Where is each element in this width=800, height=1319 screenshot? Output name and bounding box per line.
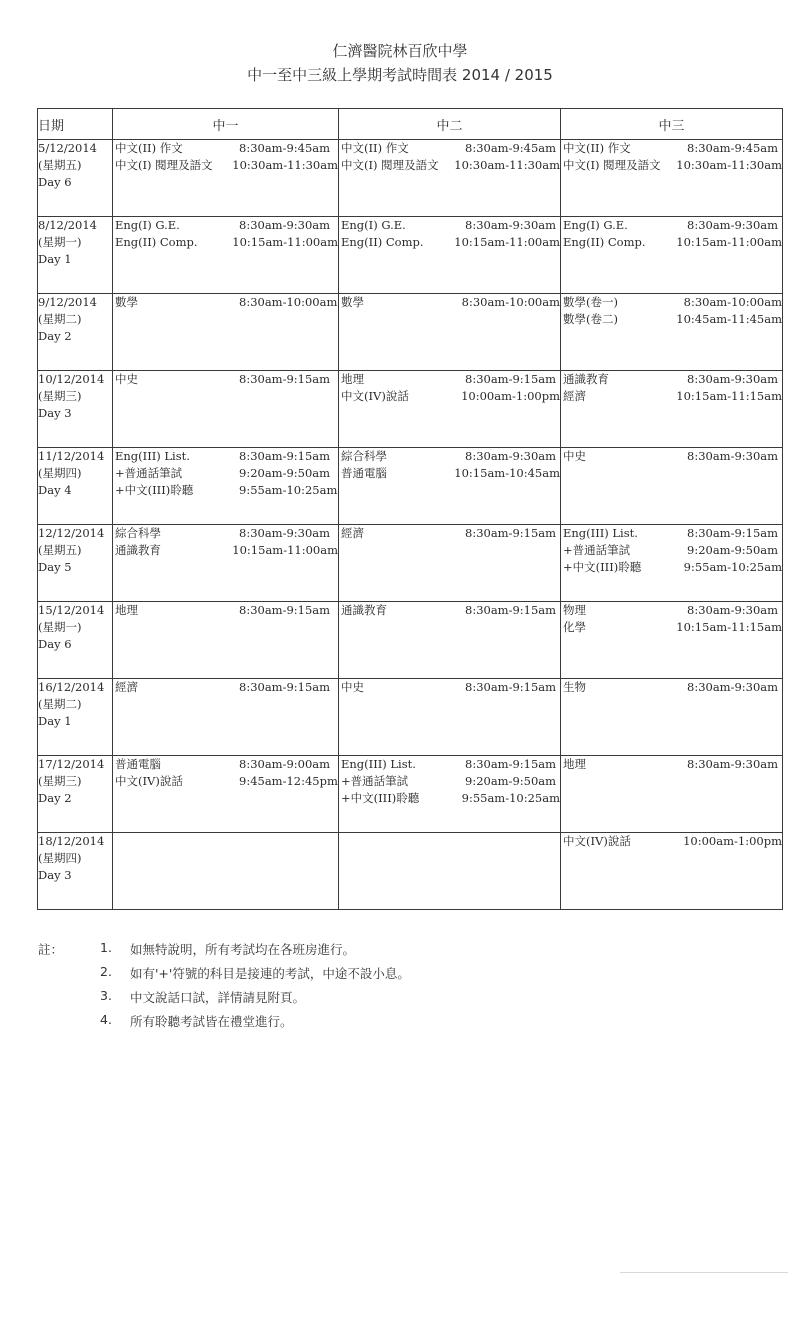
exam-subject: +中文(III)聆聽 [563,560,642,574]
exam-entry [339,756,560,773]
exam-time: 9:55am-10:25am [461,791,560,805]
exam-subject: 綜合科學 [115,526,161,540]
exam-date: 10/12/2014 [38,372,105,386]
exam-subject: 中文(I) 閱理及語文 [563,158,661,172]
form-3-slot [561,448,783,525]
date-cell [38,756,113,833]
exam-time: 10:15am-10:45am [454,466,560,480]
exam-subject: 綜合科學 [341,449,387,463]
exam-title: 中一至中三級上學期考試時間表 2014 / 2015 [247,66,553,84]
exam-time: 8:30am-9:30am [687,603,779,617]
exam-subject: 中文(II) 作文 [115,141,183,155]
exam-entry [561,542,782,559]
exam-time: 8:30am-9:15am [465,372,557,386]
exam-subject: 中文(I) 閱理及語文 [341,158,439,172]
exam-subject: +普通話筆試 [341,774,409,788]
form-1-slot [113,217,339,294]
exam-time: 10:15am-11:15am [676,620,782,634]
exam-time: 10:00am-1:00pm [461,389,560,403]
form-3-slot [561,217,783,294]
exam-entry [113,465,338,482]
exam-entry [561,140,782,157]
exam-entry [339,371,560,388]
exam-subject: 化學 [563,620,586,634]
exam-date: 16/12/2014 [38,680,105,694]
exam-subject: +普通話筆試 [563,543,631,557]
exam-time: 8:30am-9:15am [465,526,557,540]
exam-subject: 中文(IV)說話 [115,774,183,788]
exam-time: 8:30am-9:15am [239,680,331,694]
weekday: (星期三) [38,774,82,788]
exam-subject: 中文(IV)說話 [341,389,409,403]
exam-time: 10:30am-11:30am [232,158,338,172]
exam-subject: Eng(III) List. [341,757,416,771]
note-number: 3. [100,988,112,1003]
exam-time: 10:00am-1:00pm [683,834,782,848]
weekday: (星期一) [38,235,82,249]
form-3-slot [561,679,783,756]
weekday: (星期四) [38,466,82,480]
schedule-row [38,602,783,679]
exam-entry [339,679,560,696]
exam-entry [113,773,338,790]
exam-subject: 經濟 [341,526,364,540]
exam-subject: 地理 [563,757,586,771]
exam-entry [113,234,338,251]
cycle-day: Day 1 [38,714,72,728]
form-3-header: 中三 [561,109,783,140]
schedule-row [38,525,783,602]
exam-entry [113,371,338,388]
weekday: (星期五) [38,158,82,172]
exam-subject: 地理 [341,372,364,386]
cycle-day: Day 6 [38,175,72,189]
exam-schedule-table [37,108,783,910]
exam-entry [339,602,560,619]
exam-time: 8:30am-9:45am [687,141,779,155]
schedule-row [38,756,783,833]
form-3-slot [561,756,783,833]
exam-time: 8:30am-9:15am [239,449,331,463]
exam-entry [113,602,338,619]
exam-time: 8:30am-9:30am [465,449,557,463]
exam-date: 11/12/2014 [38,449,105,463]
form-1-slot [113,602,339,679]
schedule-body [38,140,783,910]
exam-subject: +中文(III)聆聽 [341,791,420,805]
exam-time: 8:30am-9:15am [239,603,331,617]
exam-entry [561,217,782,234]
exam-entry [561,756,782,773]
exam-entry [339,234,560,251]
form-2-slot [339,217,561,294]
cycle-day: Day 1 [38,252,72,266]
exam-subject: 中史 [563,449,586,463]
exam-time: 8:30am-9:30am [687,372,779,386]
form-1-slot [113,371,339,448]
weekday: (星期一) [38,620,82,634]
exam-entry [113,542,338,559]
exam-entry [339,448,560,465]
weekday: (星期五) [38,543,82,557]
exam-subject: 地理 [115,603,138,617]
schedule-row [38,140,783,217]
exam-subject: 中文(I) 閱理及語文 [115,158,213,172]
exam-entry [561,448,782,465]
exam-entry [113,525,338,542]
exam-entry [561,679,782,696]
exam-subject: 經濟 [563,389,586,403]
exam-time: 8:30am-10:00am [683,295,782,309]
exam-entry [561,234,782,251]
exam-time: 8:30am-9:30am [239,526,331,540]
exam-subject: 普通電腦 [115,757,161,771]
exam-time: 8:30am-10:00am [239,295,338,309]
cycle-day: Day 5 [38,560,72,574]
form-2-slot [339,756,561,833]
exam-time: 8:30am-9:15am [465,757,557,771]
exam-subject: Eng(I) G.E. [115,218,180,232]
form-1-slot [113,833,339,910]
form-1-slot [113,140,339,217]
exam-date: 8/12/2014 [38,218,97,232]
form-2-header: 中二 [339,109,561,140]
schedule-row [38,371,783,448]
cycle-day: Day 2 [38,791,72,805]
exam-time: 8:30am-9:15am [239,372,331,386]
exam-entry [561,559,782,576]
exam-date: 12/12/2014 [38,526,105,540]
school-name: 仁濟醫院林百欣中學 [332,42,468,60]
exam-entry [561,525,782,542]
exam-entry [113,482,338,499]
cycle-day: Day 3 [38,406,72,420]
exam-time: 8:30am-9:15am [465,680,557,694]
exam-date: 5/12/2014 [38,141,97,155]
weekday: (星期四) [38,851,82,865]
exam-subject: 數學(卷一) [563,295,618,309]
date-cell [38,448,113,525]
form-1-slot [113,294,339,371]
exam-subject: 普通電腦 [341,466,387,480]
note-text: 如有'+'符號的科目是接連的考試，中途不設小息。 [130,966,410,981]
exam-subject: 經濟 [115,680,138,694]
exam-subject: 中史 [341,680,364,694]
form-2-slot [339,525,561,602]
exam-subject: 中文(II) 作文 [341,141,409,155]
exam-entry [339,388,560,405]
form-3-slot [561,294,783,371]
exam-date: 15/12/2014 [38,603,105,617]
form-2-slot [339,140,561,217]
exam-entry [113,756,338,773]
exam-time: 8:30am-9:15am [687,526,779,540]
date-cell [38,679,113,756]
exam-date: 17/12/2014 [38,757,105,771]
date-cell [38,217,113,294]
cycle-day: Day 4 [38,483,72,497]
note-number: 2. [100,964,112,979]
schedule-row [38,217,783,294]
note-number: 4. [100,1012,112,1027]
form-3-slot [561,140,783,217]
schedule-row [38,448,783,525]
exam-subject: Eng(I) G.E. [563,218,628,232]
exam-entry [561,602,782,619]
exam-time: 10:15am-11:15am [676,389,782,403]
exam-entry [561,388,782,405]
exam-time: 9:20am-9:50am [687,543,779,557]
form-3-slot [561,371,783,448]
cycle-day: Day 6 [38,637,72,651]
exam-entry [113,157,338,174]
note-number: 1. [100,940,112,955]
exam-entry [339,525,560,542]
exam-entry [113,679,338,696]
exam-subject: Eng(I) G.E. [341,218,406,232]
exam-time: 10:15am-11:00am [676,235,782,249]
cycle-day: Day 3 [38,868,72,882]
exam-entry [561,294,782,311]
exam-time: 8:30am-9:30am [239,218,331,232]
exam-time: 9:55am-10:25am [683,560,782,574]
exam-subject: 通識教育 [563,372,609,386]
exam-subject: Eng(II) Comp. [341,235,424,249]
exam-subject: 數學 [115,295,138,309]
exam-time: 9:55am-10:25am [239,483,338,497]
date-cell [38,602,113,679]
exam-time: 10:30am-11:30am [676,158,782,172]
exam-entry [561,833,782,850]
form-2-slot [339,448,561,525]
form-1-slot [113,448,339,525]
form-1-slot [113,756,339,833]
weekday: (星期三) [38,389,82,403]
exam-time: 8:30am-9:00am [239,757,331,771]
note-text: 中文說話口試，詳情請見附頁。 [130,990,306,1005]
exam-subject: +普通話筆試 [115,466,183,480]
exam-subject: Eng(II) Comp. [563,235,646,249]
exam-subject: 中文(II) 作文 [563,141,631,155]
exam-entry [339,157,560,174]
exam-subject: +中文(III)聆聽 [115,483,194,497]
form-2-slot [339,294,561,371]
exam-subject: Eng(III) List. [115,449,190,463]
schedule-row [38,679,783,756]
weekday: (星期二) [38,312,82,326]
exam-entry [339,465,560,482]
exam-date: 9/12/2014 [38,295,97,309]
exam-entry [561,619,782,636]
exam-time: 8:30am-9:30am [687,449,779,463]
date-cell [38,294,113,371]
form-3-slot [561,833,783,910]
exam-subject: 數學(卷二) [563,312,618,326]
exam-entry [113,294,338,311]
exam-time: 10:30am-11:30am [454,158,560,172]
exam-subject: 通識教育 [115,543,161,557]
exam-subject: 中文(IV)說話 [563,834,631,848]
exam-entry [339,790,560,807]
form-3-slot [561,602,783,679]
form-2-slot [339,833,561,910]
notes-label: 註： [38,942,64,957]
exam-subject: Eng(III) List. [563,526,638,540]
exam-subject: Eng(II) Comp. [115,235,198,249]
exam-entry [561,311,782,328]
date-cell [38,140,113,217]
exam-entry [113,448,338,465]
form-1-slot [113,525,339,602]
exam-entry [561,157,782,174]
exam-time: 8:30am-9:45am [465,141,557,155]
exam-time: 8:30am-9:30am [687,680,779,694]
exam-time: 8:30am-9:30am [687,757,779,771]
exam-entry [113,217,338,234]
exam-entry [339,773,560,790]
exam-time: 8:30am-9:15am [465,603,557,617]
exam-subject: 中史 [115,372,138,386]
exam-entry [113,140,338,157]
note-text: 如無特說明，所有考試均在各班房進行。 [130,942,356,957]
form-1-header: 中一 [113,109,339,140]
bottom-divider [620,1272,788,1273]
date-column-header: 日期 [38,109,113,140]
exam-entry [339,217,560,234]
exam-time: 8:30am-9:30am [687,218,779,232]
cycle-day: Day 2 [38,329,72,343]
form-3-slot [561,525,783,602]
exam-subject: 物理 [563,603,586,617]
exam-time: 10:45am-11:45am [676,312,782,326]
exam-subject: 通識教育 [341,603,387,617]
exam-date: 18/12/2014 [38,834,105,848]
form-2-slot [339,679,561,756]
exam-subject: 生物 [563,680,586,694]
exam-entry [561,371,782,388]
exam-subject: 數學 [341,295,364,309]
weekday: (星期二) [38,697,82,711]
form-2-slot [339,602,561,679]
date-cell [38,371,113,448]
exam-entry [339,140,560,157]
schedule-row [38,294,783,371]
note-text: 所有聆聽考試皆在禮堂進行。 [130,1014,293,1029]
exam-time: 8:30am-9:30am [465,218,557,232]
table-header-row [38,109,783,140]
exam-time: 8:30am-9:45am [239,141,331,155]
exam-time: 9:20am-9:50am [465,774,557,788]
form-1-slot [113,679,339,756]
exam-time: 8:30am-10:00am [461,295,560,309]
exam-time: 10:15am-11:00am [454,235,560,249]
exam-time: 9:45am-12:45pm [239,774,338,788]
date-cell [38,525,113,602]
exam-time: 10:15am-11:00am [232,543,338,557]
exam-time: 10:15am-11:00am [232,235,338,249]
exam-time: 9:20am-9:50am [239,466,331,480]
form-2-slot [339,371,561,448]
exam-entry [339,294,560,311]
date-cell [38,833,113,910]
schedule-row [38,833,783,910]
